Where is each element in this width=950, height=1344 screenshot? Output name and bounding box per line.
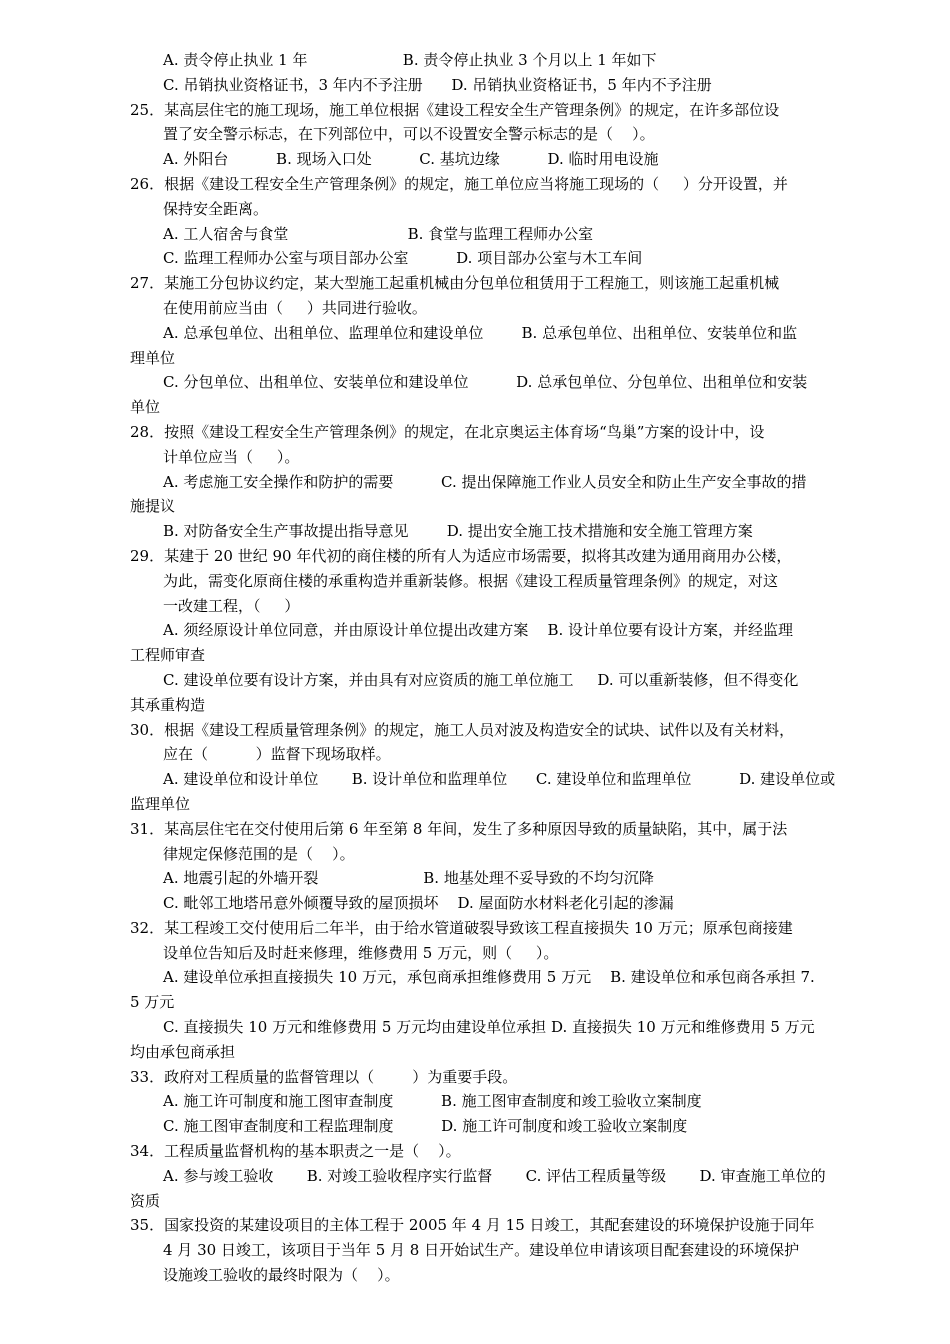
q31-stem: 31．某高层住宅在交付使用后第 6 年至第 8 年间，发生了多种原因导致的质量缺陷，其中，属于法 [130,819,788,838]
q27-options-cd-wrap: 单位 [130,398,161,417]
q27-options-ab-wrap: 理单位 [130,348,176,367]
q25-options: A. 外阳台 B. 现场入口处 C. 基坑边缘 D. 临时用电设施 [163,150,659,169]
q29-options-ab: A. 须经原设计单位同意，并由原设计单位提出改建方案 B. 设计单位要有设计方案，并经监理 [163,621,794,640]
q28-stem: 28．按照《建设工程安全生产管理条例》的规定，在北京奥运主体育场“鸟巢”方案的设计中，设 [130,422,765,441]
q32-options-cd-wrap: 均由承包商承担 [130,1042,236,1061]
q30-stem-cont: 应在（ ）监督下现场取样。 [163,745,391,764]
q26-options-cd: C. 监理工程师办公室与项目部办公室 D. 项目部办公室与木工车间 [163,249,643,268]
q27-options-ab: A. 总承包单位、出租单位、监理单位和建设单位 B. 总承包单位、出租单位、安装单位和监 [163,323,798,342]
q28-options-ac: A. 考虑施工安全操作和防护的需要 C. 提出保障施工作业人员安全和防止生产安全事故的措 [163,472,807,491]
q28-stem-cont: 计单位应当（ ）。 [163,447,300,466]
q30-stem: 30．根据《建设工程质量管理条例》的规定，施工人员对波及构造安全的试块、试件以及有关材料， [130,720,795,739]
q25-stem-cont: 置了安全警示标志，在下列部位中，可以不设置安全警示标志的是（ ）。 [163,125,655,144]
q33-options-ab: A. 施工许可制度和施工图审查制度 B. 施工图审查制度和竣工验收立案制度 [163,1092,702,1111]
q24-options-ab: A. 责令停止执业 1 年 B. 责令停止执业 3 个月以上 1 年如下 [163,51,657,69]
q35-stem-cont-1: 4 月 30 日竣工，该项目于当年 5 月 8 日开始试生产。建设单位申请该项目配套建设的环境保护 [163,1241,800,1260]
q24-options-cd: C. 吊销执业资格证书，3 年内不予注册 D. 吊销执业资格证书，5 年内不予注册 [163,75,712,94]
q26-options-ab: A. 工人宿舍与食堂 B. 食堂与监理工程师办公室 [163,224,594,243]
q35-stem: 35．国家投资的某建设项目的主体工程于 2005 年 4 月 15 日竣工，其配套建设的环境保护设施于同年 [130,1216,815,1235]
q34-stem: 34．工程质量监督机构的基本职责之一是（ ）。 [130,1142,461,1161]
q28-options-bd: B. 对防备安全生产事故提出指导意见 D. 提出安全施工技术措施和安全施工管理方案 [163,522,753,541]
q35-stem-cont-2: 设施竣工验收的最终时限为（ ）。 [163,1266,400,1285]
q29-stem: 29．某建于 20 世纪 90 年代初的商住楼的所有人为适应市场需要，拟将其改建为通用商用办公楼， [130,546,792,565]
q31-options-cd: C. 毗邻工地塔吊意外倾覆导致的屋顶损坏 D. 屋面防水材料老化引起的渗漏 [163,894,674,913]
q33-options-cd: C. 施工图审查制度和工程监理制度 D. 施工许可制度和竣工验收立案制度 [163,1117,688,1136]
q27-options-cd: C. 分包单位、出租单位、安装单位和建设单位 D. 总承包单位、分包单位、出租单位和安装 [163,373,808,392]
q28-options-ac-wrap: 施提议 [130,497,176,516]
q32-options-cd: C. 直接损失 10 万元和维修费用 5 万元均由建设单位承担 D. 直接损失 10 万元和维修费用 5 万元 [163,1018,815,1037]
q26-stem: 26．根据《建设工程安全生产管理条例》的规定，施工单位应当将施工现场的（ ）分开设置，并 [130,174,788,193]
q29-options-cd: C. 建设单位要有设计方案，并由具有对应资质的施工单位施工 D. 可以重新装修，但不得变化 [163,670,799,689]
q27-stem-cont: 在使用前应当由（ ）共同进行验收。 [163,298,427,317]
q34-options-wrap: 资质 [130,1191,161,1210]
q29-stem-cont-2: 一改建工程，（ ） [163,596,300,615]
q29-options-ab-wrap: 工程师审查 [130,646,206,665]
q32-options-ab: A. 建设单位承担直接损失 10 万元，承包商承担维修费用 5 万元 B. 建设单位和承包商各承担 7. [163,968,815,987]
q31-options-ab: A. 地震引起的外墙开裂 B. 地基处理不妥导致的不均匀沉降 [163,869,654,888]
q29-options-cd-wrap: 其承重构造 [130,695,206,714]
q29-stem-cont-1: 为此，需变化原商住楼的承重构造并重新装修。根据《建设工程质量管理条例》的规定，对这 [163,571,779,590]
question-list [130,48,870,1288]
q30-options-wrap: 监理单位 [130,794,191,813]
q34-options: A. 参与竣工验收 B. 对竣工验收程序实行监督 C. 评估工程质量等级 D. 审查施工单位的 [163,1166,826,1185]
q25-stem: 25．某高层住宅的施工现场，施工单位根据《建设工程安全生产管理条例》的规定，在许多部位设 [130,100,780,119]
q32-stem-cont: 设单位告知后及时赶来修理，维修费用 5 万元，则（ ）。 [163,943,559,962]
q27-stem: 27．某施工分包协议约定，某大型施工起重机械由分包单位租赁用于工程施工，则该施工起重机械 [130,274,780,293]
q26-stem-cont: 保持安全距离。 [163,199,269,218]
q32-stem: 32．某工程竣工交付使用后二年半，由于给水管道破裂导致该工程直接损失 10 万元；原承包商接建 [130,918,793,937]
q30-options: A. 建设单位和设计单位 B. 设计单位和监理单位 C. 建设单位和监理单位 D. 建设单位或 [163,770,836,789]
q33-stem: 33．政府对工程质量的监督管理以（ ）为重要手段。 [130,1067,518,1086]
q31-stem-cont: 律规定保修范围的是（ ）。 [163,844,355,863]
q32-options-ab-wrap: 5 万元 [130,993,175,1012]
